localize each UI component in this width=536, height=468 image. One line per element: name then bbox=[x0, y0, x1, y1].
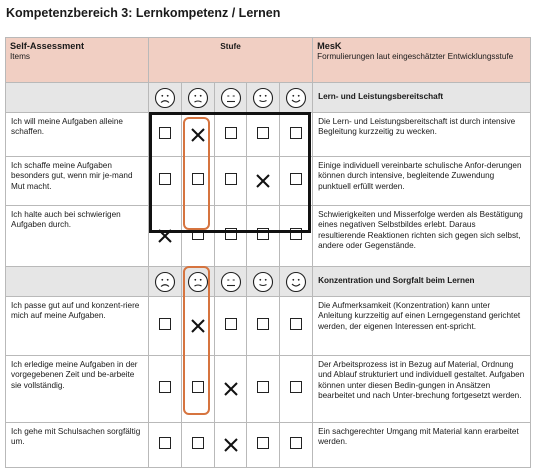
happy-face-icon bbox=[280, 271, 312, 293]
mesk-text: Ein sachgerechter Umgang mit Material kann erarbeitet werden. bbox=[313, 423, 531, 468]
checkbox[interactable] bbox=[159, 381, 171, 393]
checkbox[interactable] bbox=[257, 437, 269, 449]
rating-cell bbox=[215, 423, 247, 468]
face-cell bbox=[215, 267, 247, 297]
face-cell bbox=[182, 83, 215, 113]
face-cell bbox=[149, 83, 182, 113]
face-cell bbox=[280, 83, 313, 113]
header-row bbox=[6, 38, 531, 83]
checkbox[interactable] bbox=[192, 437, 204, 449]
rating-cell bbox=[215, 356, 247, 423]
mesk-text: Die Lern- und Leistungsbereitschaft ist durch intensive Begleitung kurzzeitig zu wecken. bbox=[313, 113, 531, 157]
rating-cell bbox=[280, 423, 313, 468]
item-text: Ich schaffe meine Aufgaben besonders gut, wenn mir je-mand Mut macht. bbox=[6, 157, 149, 206]
section-row bbox=[6, 83, 531, 113]
section-title: Lern- und Leistungsbereitschaft bbox=[313, 83, 531, 113]
page-title: Kompetenzbereich 3: Lernkompetenz / Lernen bbox=[6, 6, 281, 20]
checkbox[interactable] bbox=[225, 318, 237, 330]
item-text: Ich passe gut auf und konzent-riere mich auf meine Aufgaben. bbox=[6, 297, 149, 356]
checkbox[interactable] bbox=[290, 318, 302, 330]
header-title: Self-Assessment bbox=[10, 41, 85, 51]
smile-face-icon bbox=[247, 87, 279, 109]
section-spacer bbox=[6, 83, 149, 113]
header-subtitle: Items bbox=[10, 52, 31, 61]
rating-cell bbox=[247, 423, 280, 468]
rating-cell bbox=[215, 297, 247, 356]
rating-cell bbox=[149, 423, 182, 468]
face-cell bbox=[247, 267, 280, 297]
neutral-face-icon bbox=[215, 271, 246, 293]
neutral-face-icon bbox=[215, 87, 246, 109]
rating-cell bbox=[247, 356, 280, 423]
face-cell bbox=[215, 83, 247, 113]
mesk-text: Der Arbeitsprozess ist in Bezug auf Material, Ordnung und Ablauf strukturiert und individuell gestaltet. Aufgaben können unter diesen Bedin-gungen in Ansätzen bearbeitet und nach Unter-brechung fortgesetzt werden. bbox=[313, 356, 531, 423]
item-text: Ich gehe mit Schulsachen sorgfältig um. bbox=[6, 423, 149, 468]
section-title: Konzentration und Sorgfalt beim Lernen bbox=[313, 267, 531, 297]
checkbox[interactable] bbox=[257, 381, 269, 393]
face-cell bbox=[247, 83, 280, 113]
header-self-assessment bbox=[6, 38, 149, 83]
item-text: Ich erledige meine Aufgaben in der vorgegebenen Zeit und be-arbeite sie vollständig. bbox=[6, 356, 149, 423]
checkbox[interactable] bbox=[159, 318, 171, 330]
checkbox[interactable] bbox=[257, 318, 269, 330]
face-cell bbox=[280, 267, 313, 297]
checkbox[interactable] bbox=[159, 437, 171, 449]
sad-face-icon bbox=[149, 271, 181, 293]
item-text: Ich halte auch bei schwierigen Aufgaben durch. bbox=[6, 206, 149, 267]
selection-frame bbox=[149, 112, 311, 233]
rating-cell bbox=[280, 356, 313, 423]
x-mark-icon[interactable] bbox=[215, 437, 246, 453]
frown-face-icon bbox=[182, 87, 214, 109]
mesk-text: Einige individuell vereinbarte schulische Anfor-derungen können durch intensive, begleitende Zuwendung punktuell erfüllt werden. bbox=[313, 157, 531, 206]
header-subtitle: Formulierungen laut eingeschätzter Entwicklungsstufe bbox=[317, 52, 514, 61]
section-row bbox=[6, 267, 531, 297]
checkbox[interactable] bbox=[290, 381, 302, 393]
section-spacer bbox=[6, 267, 149, 297]
rating-cell bbox=[280, 297, 313, 356]
sad-face-icon bbox=[149, 87, 181, 109]
header-mesk bbox=[313, 38, 531, 83]
assessment-row bbox=[6, 423, 531, 468]
mesk-text: Die Aufmerksamkeit (Konzentration) kann unter Anleitung kurzzeitig auf einen Lerngegenstand gerichtet werden, der eigenen Interessen ent-spricht. bbox=[313, 297, 531, 356]
mesk-text: Schwierigkeiten und Misserfolge werden als Bestätigung eines negativen Selbstbildes erlebt. Daraus resultierende Reaktionen richten sich gegen sich selbst, andere oder Gegenstände. bbox=[313, 206, 531, 267]
header-stufe: Stufe bbox=[149, 38, 313, 83]
assessment-row bbox=[6, 356, 531, 423]
header-title: MesK bbox=[317, 41, 342, 51]
x-mark-icon[interactable] bbox=[215, 381, 246, 397]
rating-cell bbox=[149, 356, 182, 423]
rating-cell bbox=[247, 297, 280, 356]
assessment-row bbox=[6, 297, 531, 356]
highlight-column-bottom bbox=[183, 266, 210, 415]
rating-cell bbox=[182, 423, 215, 468]
assessment-table bbox=[5, 37, 531, 468]
item-text: Ich will meine Aufgaben alleine schaffen. bbox=[6, 113, 149, 157]
checkbox[interactable] bbox=[290, 437, 302, 449]
rating-cell bbox=[149, 297, 182, 356]
face-cell bbox=[149, 267, 182, 297]
happy-face-icon bbox=[280, 87, 312, 109]
smile-face-icon bbox=[247, 271, 279, 293]
